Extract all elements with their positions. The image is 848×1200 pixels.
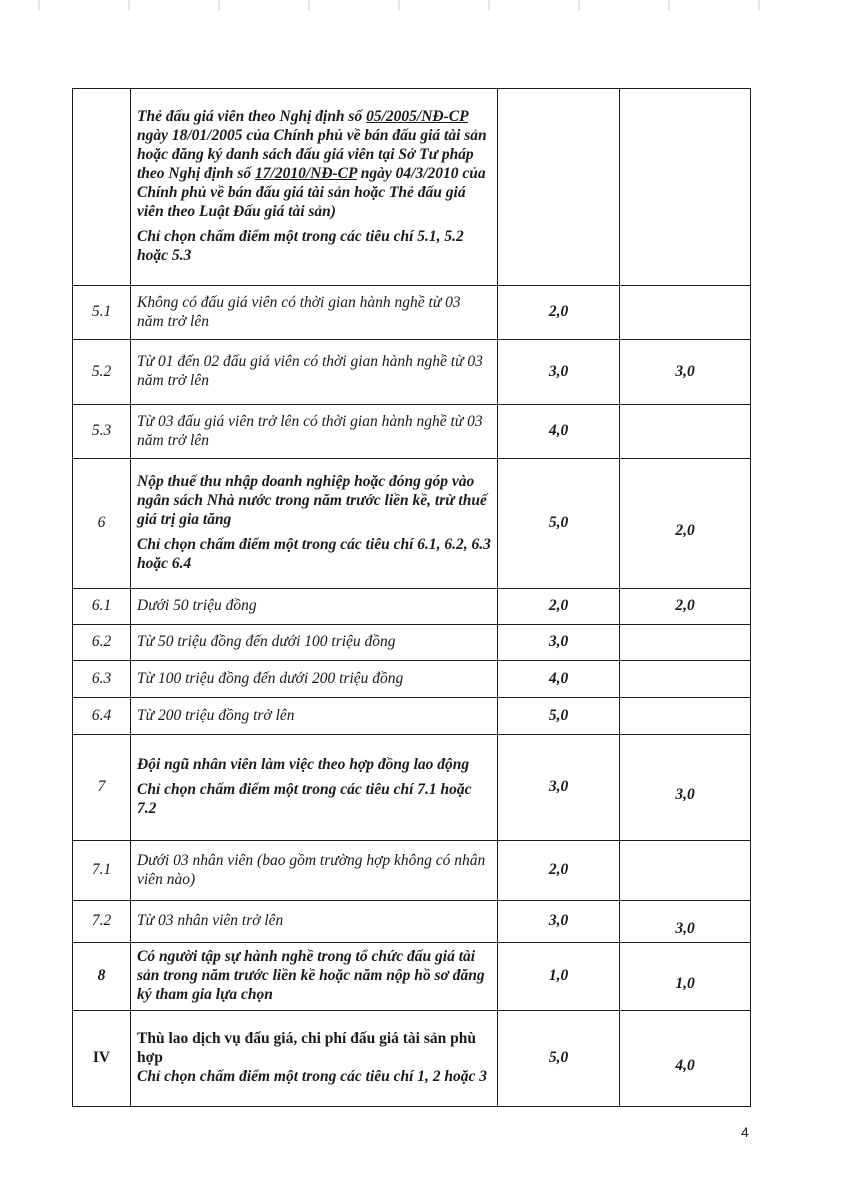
row-number: 5.2 <box>73 340 131 405</box>
awarded-score-value: 1,0 <box>675 975 695 993</box>
criterion-description: Có người tập sự hành nghề trong tổ chức đấu giá tài sản trong năm trước liền kề hoặc năm nộp hồ sơ đăng ký tham gia lựa chọn <box>131 943 498 1011</box>
max-score: 2,0 <box>498 589 620 625</box>
max-score: 3,0 <box>498 340 620 405</box>
table-row <box>73 841 751 901</box>
criterion-description <box>131 1011 498 1107</box>
selection-note: Chỉ chọn chấm điểm một trong các tiêu chí 5.1, 5.2 hoặc 5.3 <box>137 227 464 264</box>
criterion-title: Đội ngũ nhân viên làm việc theo hợp đồng lao động <box>137 756 470 774</box>
criterion-description <box>131 735 498 841</box>
max-score: 4,0 <box>498 405 620 459</box>
awarded-score-value: 3,0 <box>675 786 695 804</box>
max-score: 5,0 <box>498 459 620 589</box>
awarded-score <box>620 943 751 1011</box>
criterion-title-part: Thẻ đấu giá viên theo Nghị định số <box>137 108 367 126</box>
table-row <box>73 661 751 698</box>
awarded-score-value: 4,0 <box>675 1057 695 1075</box>
row-number: 7.1 <box>73 841 131 901</box>
table-row <box>73 286 751 340</box>
criterion-description <box>131 89 498 286</box>
awarded-score <box>620 901 751 943</box>
table-row <box>73 735 751 841</box>
max-score: 1,0 <box>498 943 620 1011</box>
row-number: 6.2 <box>73 625 131 661</box>
table-row <box>73 625 751 661</box>
decree-reference: 17/2010/NĐ-CP <box>255 165 357 183</box>
max-score: 4,0 <box>498 661 620 698</box>
table-row <box>73 943 751 1011</box>
row-number: 6 <box>73 459 131 589</box>
awarded-score-value: 3,0 <box>675 920 695 938</box>
criterion-description: Từ 01 đến 02 đấu giá viên có thời gian hành nghề từ 03 năm trở lên <box>131 340 498 405</box>
criterion-title: Nộp thuế thu nhập doanh nghiệp hoặc đóng góp vào ngân sách Nhà nước trong năm trước liền kề, trừ thuế giá trị gia tăng <box>137 473 487 529</box>
awarded-score <box>620 1011 751 1107</box>
criterion-description: Từ 200 triệu đồng trở lên <box>131 698 498 735</box>
row-number: 6.1 <box>73 589 131 625</box>
selection-note: Chỉ chọn chấm điểm một trong các tiêu chí 6.1, 6.2, 6.3 hoặc 6.4 <box>137 535 491 572</box>
max-score: 2,0 <box>498 286 620 340</box>
criterion-description: Dưới 50 triệu đồng <box>131 589 498 625</box>
awarded-score <box>620 286 751 340</box>
criterion-description: Từ 50 triệu đồng đến dưới 100 triệu đồng <box>131 625 498 661</box>
selection-note: Chỉ chọn chấm điểm một trong các tiêu chí 7.1 hoặc 7.2 <box>137 781 472 817</box>
criterion-description <box>131 459 498 589</box>
criterion-title-part: ngày 04/3/2010 của Chính phủ về bán đấu giá tài sản hoặc Thẻ đấu giá viên theo Luật Đấu giá tài sản) <box>137 165 486 220</box>
table-row-5 <box>73 89 751 286</box>
max-score: 3,0 <box>498 735 620 841</box>
table-row <box>73 901 751 943</box>
max-score: 3,0 <box>498 625 620 661</box>
max-score: 2,0 <box>498 841 620 901</box>
table-row <box>73 340 751 405</box>
table-row <box>73 405 751 459</box>
table-row <box>73 1011 751 1107</box>
max-score: 5,0 <box>498 1011 620 1107</box>
row-number: 8 <box>73 943 131 1011</box>
criterion-title: Thù lao dịch vụ đấu giá, chi phí đấu giá tài sản phù hợp <box>137 1030 476 1067</box>
criterion-description: Dưới 03 nhân viên (bao gồm trường hợp không có nhân viên nào) <box>131 841 498 901</box>
row-number: 5.1 <box>73 286 131 340</box>
scan-top-edge <box>0 0 848 10</box>
awarded-score <box>620 405 751 459</box>
row-number <box>73 89 131 286</box>
criterion-description: Từ 03 đấu giá viên trở lên có thời gian hành nghề từ 03 năm trở lên <box>131 405 498 459</box>
awarded-score <box>620 698 751 735</box>
criterion-description: Từ 03 nhân viên trở lên <box>131 901 498 943</box>
criterion-description: Từ 100 triệu đồng đến dưới 200 triệu đồng <box>131 661 498 698</box>
table-row <box>73 698 751 735</box>
table-row <box>73 459 751 589</box>
awarded-score-value: 2,0 <box>675 522 695 540</box>
awarded-score <box>620 459 751 589</box>
awarded-score <box>620 841 751 901</box>
awarded-score <box>620 625 751 661</box>
awarded-score <box>620 735 751 841</box>
max-score: 3,0 <box>498 901 620 943</box>
selection-note: Chỉ chọn chấm điểm một trong các tiêu chí 1, 2 hoặc 3 <box>137 1067 488 1085</box>
row-number: 7 <box>73 735 131 841</box>
decree-reference: 05/2005/NĐ-CP <box>366 108 468 126</box>
max-score <box>498 89 620 286</box>
table-row <box>73 589 751 625</box>
awarded-score: 3,0 <box>620 340 751 405</box>
page-number: 4 <box>741 1124 749 1140</box>
awarded-score <box>620 661 751 698</box>
row-number: 5.3 <box>73 405 131 459</box>
row-number: 6.3 <box>73 661 131 698</box>
awarded-score <box>620 89 751 286</box>
awarded-score: 2,0 <box>620 589 751 625</box>
criterion-title-part: ngày 18/01/2005 của Chính phủ về bán đấu giá tài sản hoặc đăng ký danh sách đấu giá viên tại Sở Tư pháp theo Nghị định số <box>137 127 487 183</box>
max-score: 5,0 <box>498 698 620 735</box>
row-number: 7.2 <box>73 901 131 943</box>
criterion-description: Không có đấu giá viên có thời gian hành nghề từ 03 năm trở lên <box>131 286 498 340</box>
row-number: IV <box>73 1011 131 1107</box>
row-number: 6.4 <box>73 698 131 735</box>
criteria-table <box>72 88 751 1107</box>
